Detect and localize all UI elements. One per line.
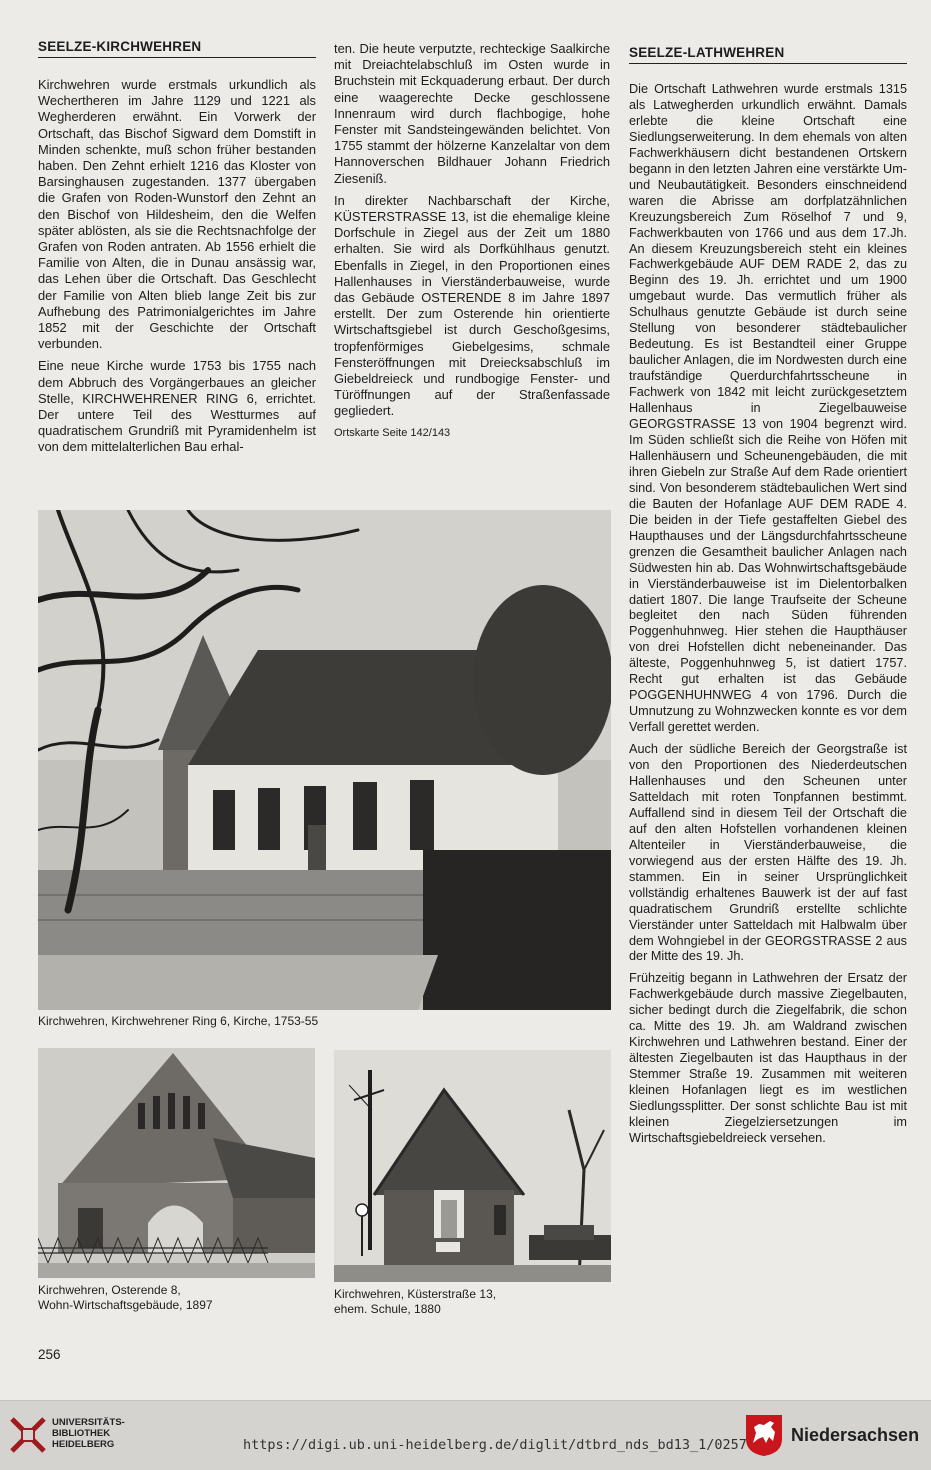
uni-line: UNIVERSITÄTS-: [52, 1417, 125, 1428]
uni-line: BIBLIOTHEK: [52, 1428, 111, 1439]
source-url-link[interactable]: https://digi.ub.uni-heidelberg.de/diglit/dtbrd_nds_bd13_1/0257: [243, 1437, 747, 1453]
niedersachsen-label: Niedersachsen: [791, 1425, 920, 1445]
osterende-photo: [38, 1048, 315, 1278]
paragraph: Auch der südliche Bereich der Georgstraße ist von den Proportionen des Niederdeutschen Hallenhauses und den Scheunen unter Satteldach mit roten Tonpfannen bestimmt. Auffallend sind in diesem Teil der Ortschaft die auf den alten Hofstellen vorhandenen kleinen Altenteiler in Vierständerbauweise, die vorwiegend aus der ersten Hälfte des 19. Jh. stammen. Ein in seiner Ursprünglichkeit vollständig erhaltenes Bauwerk ist der auf fast quadratischem Grundriß erstellte schlichte Vierständer unter Satteldach mit Halbwalm über dem Wohngiebel in der GEORGSTRASSE 2 aus der Mitte des 19. Jh.: [629, 742, 907, 964]
kuesterstrasse-photo: [334, 1050, 611, 1282]
caption-church: Kirchwehren, Kirchwehrener Ring 6, Kirche, 1753-55: [38, 1014, 319, 1028]
right-column-text: [629, 82, 907, 1153]
heading-lathwehren: SEELZE-LATHWEHREN: [629, 45, 907, 64]
caption-line: Kirchwehren, Küsterstraße 13,: [334, 1287, 497, 1301]
paragraph: In direkter Nachbarschaft der Kirche, KÜSTERSTRASSE 13, ist die ehemalige kleine Dorfschule in Ziegel aus der Zeit um 1880 erhalten. Sie wird als Dorfkühlhaus genutzt. Ebenfalls in Ziegel, in den Proportionen eines Hallenhauses in Vierständerbauweise, wurde das Gebäude OSTERENDE 8 im Jahre 1897 erstellt. Der zum Osterende hin orientierte Wirtschaftsgiebel ist durch Geschoßgesims, tropfenförmiges Giebelgesims, schmale Fensteröffnungen mit Dreiecksabschluß im Giebeldreieck und rundbogige Fenster- und Türöffnungen auf der Straßenfassade gegliedert.: [334, 192, 610, 419]
page-number: 256: [38, 1347, 61, 1362]
uni-line: HEIDELBERG: [52, 1439, 115, 1450]
paragraph: ten. Die heute verputzte, rechteckige Saalkirche mit Dreiachtelabschluß im Osten wurde in Bruchstein mit Eckquaderung erbaut. Der durch eine waagerechte Decke geschlossene Innenraum wird durch flachbogige, hohe Fenster mit Sandsteingewänden belichtet. Von 1755 stammt der hölzerne Kanzelaltar von dem Hannoverschen Bildhauer Johann Friedrich Ziesenіß.: [334, 41, 610, 186]
paragraph: Frühzeitig begann in Lathwehren der Ersatz der Fachwerkgebäude durch massive Ziegelbauten, sicher bedingt durch die Ziegelfabrik, die schon ca. Mitte des 19. Jh. am Waldrand zwischen Kirchwehren und Lathwehren bestand. Einer der ältesten Ziegelbauten ist das Haupthaus in der Stemmer Straße 19. Zusammen mit weiteren kleinen Hofanlagen liegt es im westlichen Siedlungssplitter. Der sonst schlichte Bau ist mit kleinen Ziegelziersetzungen im Wirtschaftsgiebeldreieck versehen.: [629, 971, 907, 1145]
caption-line: Kirchwehren, Osterende 8,: [38, 1283, 181, 1297]
church-photo: [38, 510, 611, 1010]
footer-bar: [0, 1400, 931, 1470]
paragraph: Eine neue Kirche wurde 1753 bis 1755 nach dem Abbruch des Vorgängerbaues an gleicher Stelle, KIRCHWEHRENER RING 6, errichtet. Der untere Teil des Westturmes auf quadratischem Grundriß mit Pyramidenhelm ist von dem mittelalterlichen Bau erhal-: [38, 358, 316, 455]
map-reference: Ortskarte Seite 142/143: [334, 426, 451, 439]
left-column-text: [38, 77, 316, 462]
heading-kirchwehren: SEELZE-KIRCHWEHREN: [38, 39, 316, 58]
caption-line: Wohn-Wirtschaftsgebäude, 1897: [38, 1298, 213, 1312]
paragraph: Kirchwehren wurde erstmals urkundlich als Wechertheren im Jahre 1129 und 1221 als Wegherderen erwähnt. Ein Vorwerk der Ortschaft, das Bischof Sigward dem Domstift in Minden schenkte, muß schon früher bestanden haben. Den Zehnt erhielt 1216 das Kloster von Barsinghausen zugestanden. 1377 übergaben die Grafen von Roden-Wunstorf den Zehnt an den Bischof von Hildesheim, den die Welfen später ablösten, als sie die Rechtsnachfolge der Grafen von Roden antraten. Ab 1556 erhielt die Familie von Alten, die in Dunau ansässig war, das Lehen über die Ortschaft. Das Geschlecht der Familie von Alten blieb lange Zeit bis zur Aufhebung des Patrimonialgerichtes im Jahre 1852 mit der Geschichte der Ortschaft verbunden.: [38, 77, 316, 352]
caption-kuesterstrasse: [334, 1287, 594, 1317]
niedersachsen-horse-icon: [744, 1413, 784, 1457]
paragraph: Die Ortschaft Lathwehren wurde erstmals 1315 als Latwegherden urkundlich erwähnt. Damals erlebte die kleine Ortschaft eine Siedlungserweiterung. In dem ehemals von alten Fachwerkhäusern dicht bestandenen Ortskern begann in den letzten Jahren eine verstärkte Um- und Neubautätigkeit. Besonders einschneidend waren die Abrisse am dorfplatzähnlichen Kreuzungsbereich Zum Röselhof 7 und 9, Fachwerkbauten von 1766 und aus dem 17.Jh. An diesem Kreuzungsbereich steht ein kleines Fachwerkgebäude AUF DEM RADE 2, das zu Beginn des 19. Jh. errichtet und um 1900 umgebaut wurde. Das vermutlich früher als Schulhaus genutzte Gebäude ist durch seine Stellung von besonderer städtebaulicher Bedeutung. Es ist Bestandteil einer Gruppe baulicher Anlagen, die im Nordwesten durch eine traufständige Querdurchfahrtsscheune in Fachwerk von 1842 mit leicht zurückgesetztem Hallenhaus in Ziegelbauweise GEORGSTRASSE 13 von 1904 begrenzt wird. Im Süden schließt sich die Reihe von Höfen mit Hallenhäusern und Scheunengebäuden, die mit ihren Giebeln zur Straße Auf dem Rade orientiert sind. Von besonderem städtebaulichen Wert sind die Bauten der Hofanlage AUF DEM RADE 4. Die beiden in der Tiefe gestaffelten Giebel des Haupthauses und der Längsdurchfahrtsscheune grenzen die Gesamtheit baulicher Anlagen nach Südwesten hin ab. Das Wohnwirtschaftsgebäude in Vierständerbauweise ist im Dielentorbalken datiert 1807. Die lange Traufseite der Scheune begleitet den nach Süden führenden Poggenhuhnweg. Hier stehen die Haupthäuser von drei Hofstellen dicht nebeneinander. Das älteste, Poggenhuhnweg 5, ist datiert 1757. Recht gut erhalten ist das Gebäude POGGENHUHNWEG 4 von 1796. Durch die Umnutzung zu Wohnzwecken konnte es vor dem Verfall gerettet werden.: [629, 82, 907, 735]
university-logo-icon: [8, 1415, 48, 1455]
caption-osterende: [38, 1283, 298, 1313]
middle-column-text: [334, 41, 610, 446]
caption-line: ehem. Schule, 1880: [334, 1302, 441, 1316]
university-name: [52, 1417, 125, 1450]
